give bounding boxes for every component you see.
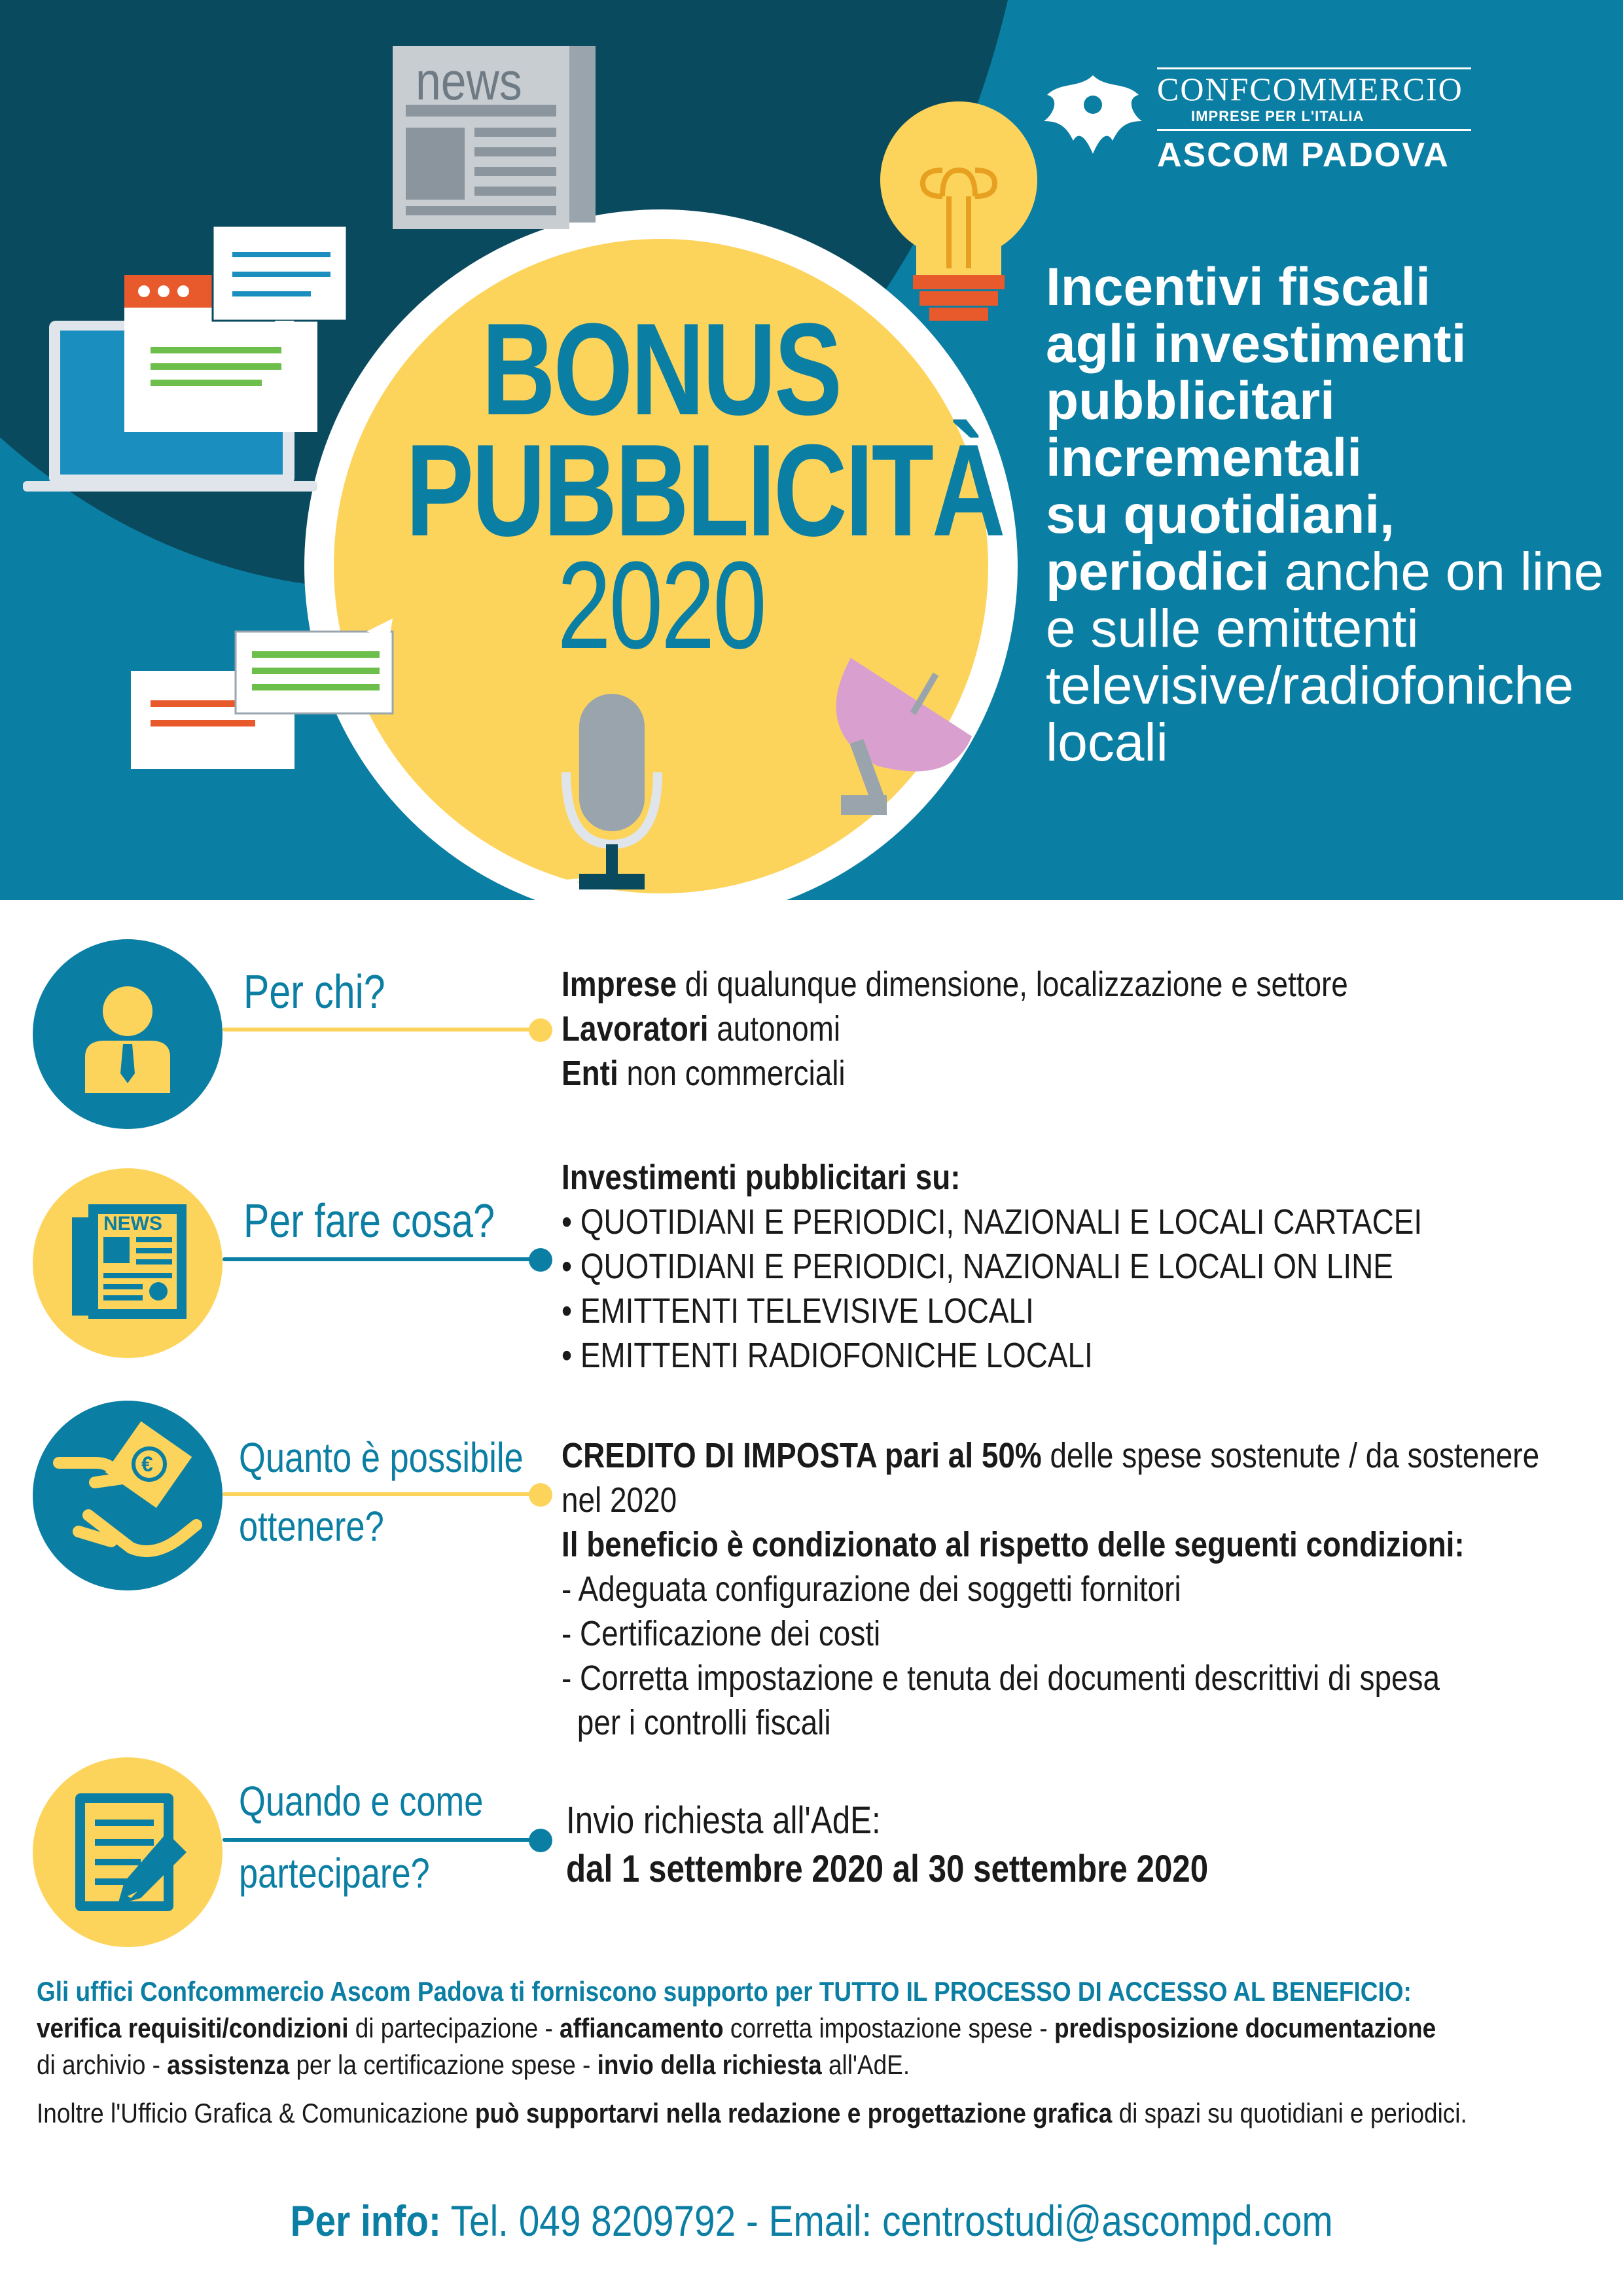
- headline-line: su quotidiani,: [1046, 485, 1395, 545]
- quanto-credit: [562, 1433, 1539, 1478]
- per-fare-cosa-text: [562, 1155, 1422, 1378]
- newspaper-label: news: [416, 52, 522, 111]
- satellite-dish-icon: [836, 658, 972, 815]
- quando-connector: [223, 1838, 537, 1842]
- bonus-title-line1: BONUS: [482, 296, 840, 442]
- quando-label-line2: partecipare?: [239, 1850, 430, 1897]
- per-fare-cosa-item: • EMITTENTI RADIOFONICHE LOCALI: [562, 1336, 1093, 1375]
- per-chi-label: Per chi?: [243, 966, 385, 1018]
- headline-line: pubblicitari: [1046, 371, 1335, 431]
- quanto-dot: [529, 1483, 552, 1507]
- support-bold: predisposizione documentazione: [1054, 2013, 1436, 2043]
- contact-info: [0, 2196, 1623, 2246]
- person-icon: [33, 939, 223, 1129]
- term-rest: autonomi: [708, 1009, 841, 1049]
- quanto-condition: - Corretta impostazione e tenuta dei documenti descrittivi di spesa: [562, 1659, 1440, 1698]
- news-icon: [33, 1168, 223, 1358]
- inoltre-text: di spazi su quotidiani e periodici.: [1112, 2098, 1467, 2128]
- microphone-icon: [543, 694, 658, 897]
- document-pen-icon: [33, 1757, 223, 1947]
- headline-line: televisive/radiofoniche: [1046, 656, 1574, 715]
- news-icon-label: NEWS: [103, 1213, 162, 1234]
- per-fare-cosa-dot: [529, 1248, 552, 1272]
- quando-text: [566, 1797, 1208, 1893]
- support-line2: [37, 2047, 1407, 2083]
- quando-dates: dal 1 settembre 2020 al 30 settembre 2020: [566, 1848, 1209, 1890]
- quanto-text: [562, 1433, 1539, 1745]
- bold-term: Lavoratori: [562, 1009, 709, 1049]
- contact-details[interactable]: Tel. 049 8209792 - Email: centrostudi@ascompd.com: [440, 2197, 1333, 2245]
- per-fare-cosa-item: • QUOTIDIANI E PERIODICI, NAZIONALI E LOCALI CARTACEI: [562, 1202, 1423, 1242]
- quanto-label-line2: ottenere?: [239, 1503, 384, 1550]
- per-fare-cosa-item: • QUOTIDIANI E PERIODICI, NAZIONALI E LOCALI ON LINE: [562, 1247, 1393, 1286]
- support-line1: [37, 2010, 1436, 2047]
- logo-rule-top: [1157, 67, 1471, 69]
- headline-line: agli investimenti: [1046, 314, 1467, 374]
- quando-line1: Invio richiesta all'AdE:: [566, 1799, 881, 1842]
- support-bold: assistenza: [167, 2049, 290, 2080]
- per-fare-cosa-item: • EMITTENTI TELEVISIVE LOCALI: [562, 1291, 1034, 1331]
- per-fare-cosa-label: Per fare cosa?: [243, 1195, 495, 1247]
- per-fare-cosa-heading: Investimenti pubblicitari su:: [562, 1158, 961, 1197]
- per-chi-dot: [529, 1018, 552, 1042]
- per-chi-connector: [223, 1028, 537, 1031]
- inoltre-text: Inoltre l'Ufficio Grafica & Comunicazione: [37, 2098, 475, 2128]
- confcommercio-logo: [1041, 62, 1486, 173]
- support-bold: invio della richiesta: [597, 2049, 822, 2080]
- bold-term: Imprese: [562, 965, 677, 1004]
- credit-bold: CREDITO DI IMPOSTA pari al 50%: [562, 1436, 1042, 1475]
- quanto-credit-line2: nel 2020: [562, 1480, 677, 1520]
- bonus-title-year: 2020: [557, 536, 765, 675]
- headline-line: e sulle emittenti: [1046, 599, 1419, 658]
- support-text: all'AdE.: [821, 2049, 910, 2080]
- headline-line: Incentivi fiscali: [1046, 257, 1431, 317]
- lightbulb-icon: [880, 101, 1037, 321]
- per-fare-cosa-icon-circle: [33, 1168, 223, 1358]
- headline-line-mixed: [1046, 543, 1609, 600]
- money-hands-icon: [33, 1401, 223, 1590]
- quanto-condition: - Adeguata configurazione dei soggetti fornitori: [562, 1570, 1181, 1609]
- inoltre-line: [37, 2098, 1467, 2129]
- support-text: di archivio -: [37, 2049, 168, 2080]
- support-title: Gli uffici Confcommercio Ascom Padova ti forniscono supporto per TUTTO IL PROCESSO DI ACCESSO AL BENEFICIO:: [37, 1976, 1412, 2007]
- quando-icon-circle: [33, 1757, 223, 1947]
- quanto-connector: [223, 1492, 537, 1496]
- quando-dot: [529, 1829, 552, 1852]
- support-block: [37, 1973, 1436, 2083]
- chat-bubbles-icon: [131, 619, 393, 769]
- support-text: di partecipazione -: [348, 2013, 560, 2043]
- per-chi-icon-circle: [33, 939, 223, 1129]
- support-bold: verifica requisiti/condizioni: [37, 2013, 349, 2043]
- bold-term: Enti: [562, 1054, 618, 1093]
- quanto-label-line1: Quanto è possibile: [239, 1434, 524, 1481]
- quando-label-line1: Quando e come: [239, 1778, 484, 1825]
- headline: [1046, 259, 1609, 771]
- logo-brand: CONFCOMMERCIO: [1157, 71, 1463, 107]
- bonus-title-line2: PUBBLICITÀ: [406, 418, 1004, 564]
- support-bold: affiancamento: [560, 2013, 724, 2043]
- term-rest: di qualunque dimensione, localizzazione e settore: [677, 965, 1348, 1004]
- inoltre-bold: può supportarvi nella redazione e progettazione grafica: [474, 2098, 1113, 2128]
- quanto-condition: - Certificazione dei costi: [562, 1614, 881, 1653]
- headline-line: locali: [1046, 713, 1168, 772]
- chat-bubble-icon: [213, 226, 347, 337]
- quanto-icon-circle: [33, 1401, 223, 1590]
- headline-line: incrementali: [1046, 428, 1363, 488]
- logo-rule-bottom: [1157, 129, 1471, 131]
- logo-tagline: IMPRESE PER L'ITALIA: [1191, 108, 1364, 124]
- quanto-condition: per i controlli fiscali: [577, 1703, 831, 1742]
- header-banner: [0, 0, 1623, 900]
- term-rest: non commerciali: [618, 1054, 846, 1093]
- headline-bold-word: periodici: [1046, 542, 1270, 601]
- credit-rest: delle spese sostenute / da sostenere: [1041, 1436, 1540, 1475]
- per-fare-cosa-connector: [223, 1257, 537, 1261]
- eagle-icon: [1041, 62, 1145, 167]
- svg-text:€: €: [141, 1452, 153, 1476]
- support-text: corretta impostazione spese -: [723, 2013, 1054, 2043]
- per-chi-line: [562, 1007, 1348, 1051]
- contact-label: Per info:: [290, 2197, 441, 2245]
- quanto-condition-heading: Il beneficio è condizionato al rispetto delle seguenti condizioni:: [562, 1525, 1465, 1564]
- per-chi-line: [562, 1051, 1348, 1096]
- per-chi-text: [562, 962, 1348, 1096]
- headline-rest: anche on line: [1269, 542, 1604, 601]
- per-chi-line: [562, 962, 1348, 1007]
- logo-org: ASCOM PADOVA: [1157, 136, 1450, 174]
- support-text: per la certificazione spese -: [289, 2049, 597, 2080]
